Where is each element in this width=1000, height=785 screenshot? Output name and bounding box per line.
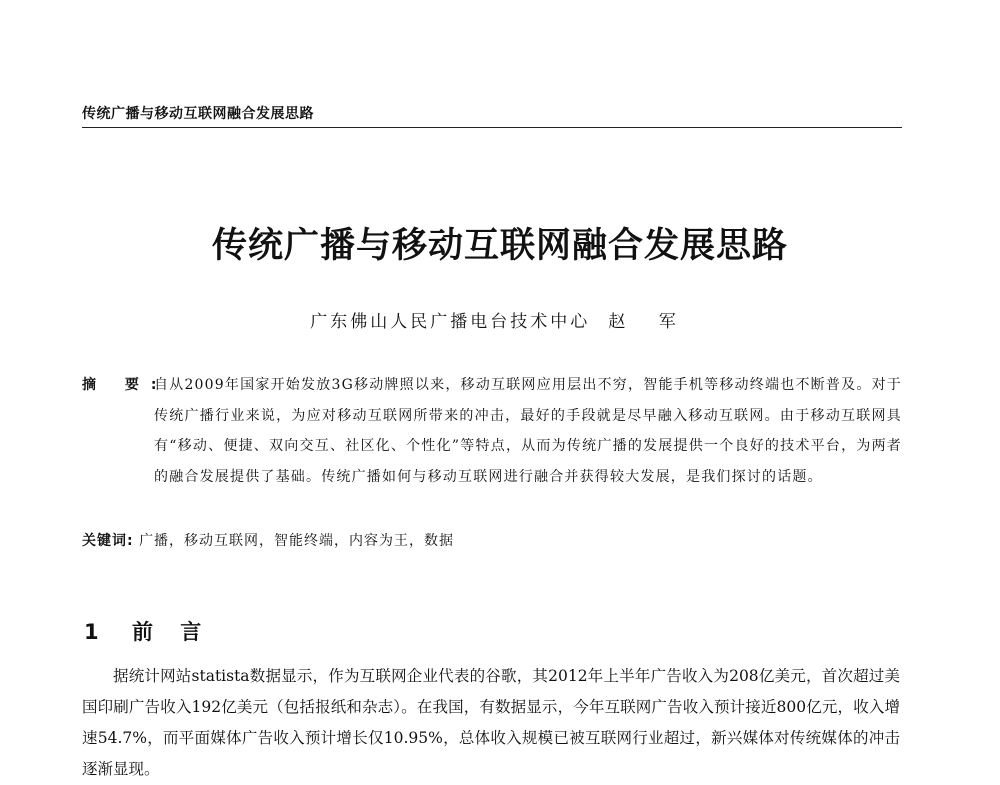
keywords <box>82 527 902 555</box>
abstract <box>82 370 902 492</box>
section-title: 前 言 <box>131 620 212 644</box>
keywords-label: 关键词: <box>82 533 134 549</box>
header-rule <box>82 127 902 128</box>
paper-title: 传统广播与移动互联网融合发展思路 <box>211 226 788 266</box>
author-name: 赵 军 <box>608 312 690 332</box>
abstract-label: 摘 要: <box>82 377 169 393</box>
running-header: 传统广播与移动互联网融合发展思路 <box>82 106 314 122</box>
keywords-text: 广播，移动互联网，智能终端，内容为王，数据 <box>139 533 455 549</box>
body-paragraph: 据统计网站statista数据显示，作为互联网企业代表的谷歌，其2012年上半年广告收入为208亿美元，首次超过美国印刷广告收入192亿美元（包括报纸和杂志）。在我国，有数据显示，今年互联网广告收入预计接近800亿元，收入增速54.7%，而平面媒体广告收入预计增长仅10.95%，总体收入规模已被互联网行业超过，新兴媒体对传统媒体的冲击逐渐显现。 <box>82 667 900 778</box>
section-heading <box>84 616 211 646</box>
author-line <box>0 307 1000 332</box>
author-affiliation: 广东佛山人民广播电台技术中心 <box>310 312 591 332</box>
abstract-text: 自从2009年国家开始发放3G移动牌照以来，移动互联网应用层出不穷，智能手机等移动终端也不断普及。对于传统广播行业来说，为应对移动互联网所带来的冲击，最好的手段就是尽早融入移动互联网。由于移动互联网具有“移动、便捷、双向交互、社区化、个性化”等特点，从而为传统广播的发展提供一个良好的技术平台，为两者的融合发展提供了基础。传统广播如何与移动互联网进行融合并获得较大发展，是我们探讨的话题。 <box>154 377 902 485</box>
section-number: 1 <box>84 620 109 644</box>
